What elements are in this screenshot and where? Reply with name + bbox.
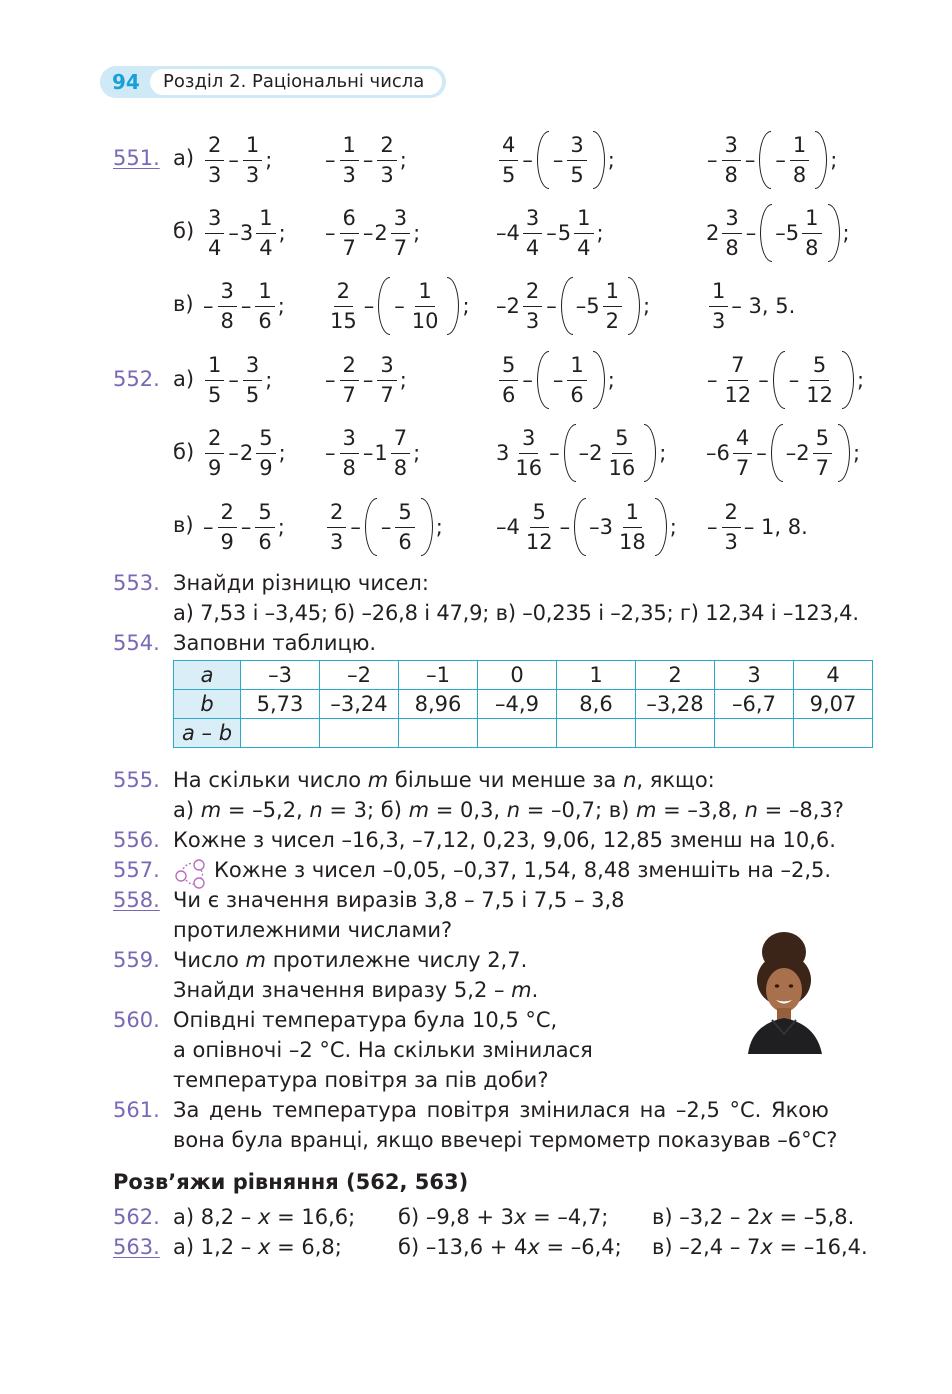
problem-556-number: 556. (113, 828, 160, 852)
expr-551v1: – 3 8 – 1 6 ; (203, 279, 285, 333)
problem-560-line2: а опівночі –2 °С. На скільки змінилася (173, 1038, 593, 1062)
problem-553-text: Знайди різницю чисел: (173, 571, 429, 595)
expr-551b4: 2 3 8 – –5 1 8 ; (706, 198, 850, 268)
expr-551a2: – 1 3 – 2 3 ; (325, 133, 407, 187)
table-cell: 9,07 (794, 690, 873, 719)
label-v: в) (173, 292, 194, 316)
table-cell: –3,24 (320, 690, 399, 719)
expr-552b4: –6 4 7 – –2 5 7 ; (706, 418, 860, 488)
table-cell: –4,9 (478, 690, 557, 719)
section-title: Розв’яжи рівняння (562, 563) (113, 1170, 469, 1194)
empty-cell[interactable] (241, 719, 320, 748)
expr-552v2: 2 3 – – 5 6 ; (324, 492, 443, 562)
table-cell: 2 (636, 661, 715, 690)
expr-551b2: – 6 7 – 2 3 7 ; (325, 206, 421, 260)
empty-cell[interactable] (636, 719, 715, 748)
row-label-a: a (174, 661, 241, 690)
problem-558-number: 558. (113, 888, 160, 912)
table-cell: 4 (794, 661, 873, 690)
page-number: 94 (112, 70, 140, 94)
problem-551-number: 551. (113, 146, 160, 170)
empty-cell[interactable] (399, 719, 478, 748)
problem-555-number: 555. (113, 768, 160, 792)
expr-552v1: – 2 9 – 5 6 ; (203, 500, 285, 554)
label-v: в) (173, 513, 194, 537)
row-label-b: b (174, 690, 241, 719)
expr-551v4: 1 3 – 3, 5. (706, 271, 795, 341)
table-cell: 5,73 (241, 690, 320, 719)
problem-560-line3: температура повітря за пів доби? (173, 1068, 549, 1092)
chapter-title: Розділ 2. Раціональні числа (163, 71, 425, 92)
problem-563-number: 563. (113, 1235, 160, 1259)
problem-559-line1: Число m протилежне числу 2,7. (173, 948, 528, 972)
expr-552a3: 5 6 – – 1 6 ; (496, 345, 615, 415)
values-table (173, 660, 873, 748)
problem-558-line1: Чи є значення виразів 3,8 – 7,5 і 7,5 – 3,8 (173, 888, 625, 912)
problem-555-text: На скільки число m більше чи менше за n, якщо: (173, 768, 715, 792)
problem-562-number: 562. (113, 1205, 160, 1229)
expr-551a4: – 3 8 – – 1 8 ; (706, 125, 837, 195)
expr-552a2: – 2 7 – 3 7 ; (325, 353, 407, 407)
expr-551v3: –2 2 3 – –5 1 2 ; (496, 271, 650, 341)
problem-560-line1: Опівдні температура була 10,5 °С, (173, 1008, 558, 1032)
problem-561-line2: вона була вранці, якщо ввечері термометр показував –6°С? (173, 1128, 838, 1152)
label-a: а) (173, 367, 195, 391)
label-a: а) (173, 146, 195, 170)
problem-553-values: а) 7,53 і –3,45; б) –26,8 і 47,9; в) –0,235 і –2,35; г) 12,34 і –123,4. (173, 601, 859, 625)
problem-554-text: Заповни таблицю. (173, 631, 377, 655)
empty-cell[interactable] (478, 719, 557, 748)
table-cell: –3 (241, 661, 320, 690)
equation-562c: в) –3,2 – 2x = –5,8. (652, 1205, 855, 1229)
row-label-diff: a – b (174, 719, 241, 748)
problem-558-line2: протилежними числами? (173, 918, 453, 942)
problem-561-line1: За день температура повітря змінилася на –2,5 °С. Якою (173, 1098, 829, 1122)
table-row (174, 690, 873, 719)
table-cell: –6,7 (715, 690, 794, 719)
table-cell: 8,96 (399, 690, 478, 719)
expr-552a4: – 7 12 – – 5 12 ; (706, 345, 864, 415)
table-cell: –1 (399, 661, 478, 690)
expr-552v4: – 2 3 – 1, 8. (707, 500, 808, 554)
problem-557-number: 557. (113, 858, 160, 882)
empty-cell[interactable] (320, 719, 399, 748)
expr-552a1: 1 5 – 3 5 ; (202, 345, 272, 415)
equation-563c: в) –2,4 – 7x = –16,4. (652, 1235, 868, 1259)
problem-560-number: 560. (113, 1008, 160, 1032)
problem-559-line2: Знайди значення виразу 5,2 – m. (173, 978, 539, 1002)
equation-562b: б) –9,8 + 3x = –4,7; (398, 1205, 609, 1229)
table-row (174, 661, 873, 690)
table-row (174, 719, 873, 748)
label-b: б) (173, 440, 195, 464)
equation-563a: а) 1,2 – x = 6,8; (173, 1235, 342, 1259)
expr-551a1: 2 3 – 1 3 ; (202, 125, 272, 195)
empty-cell[interactable] (794, 719, 873, 748)
expr-552v3: –4 5 12 – –3 1 18 ; (496, 492, 677, 562)
problem-552-number: 552. (113, 367, 160, 391)
expr-551v2: 2 15 – – 1 10 ; (324, 271, 470, 341)
label-b: б) (173, 219, 195, 243)
table-cell: –3,28 (636, 690, 715, 719)
problem-554-number: 554. (113, 631, 160, 655)
empty-cell[interactable] (715, 719, 794, 748)
table-cell: 1 (557, 661, 636, 690)
equation-563b: б) –13,6 + 4x = –6,4; (398, 1235, 622, 1259)
group-work-icon (173, 858, 207, 890)
expr-552b1: 2 9 – 2 5 9 ; (202, 418, 286, 488)
problem-557-text: Кожне з чисел –0,05, –0,37, 1,54, 8,48 зменшіть на –2,5. (214, 858, 832, 882)
expr-551b1: 3 4 – 3 1 4 ; (202, 198, 286, 268)
expr-551b3: –4 3 4 – 5 1 4 ; (496, 206, 604, 260)
empty-cell[interactable] (557, 719, 636, 748)
girl-photo (742, 930, 826, 1054)
table-cell: 3 (715, 661, 794, 690)
equation-562a: а) 8,2 – x = 16,6; (173, 1205, 356, 1229)
expr-551a3: 4 5 – – 3 5 ; (496, 125, 615, 195)
expr-552b2: – 3 8 – 1 7 8 ; (325, 426, 421, 480)
table-cell: 8,6 (557, 690, 636, 719)
expr-552b3: 3 3 16 – –2 5 16 ; (496, 418, 666, 488)
problem-555-values: а) m = –5,2, n = 3; б) m = 0,3, n = –0,7; в) m = –3,8, n = –8,3? (173, 798, 844, 822)
table-cell: 0 (478, 661, 557, 690)
problem-553-number: 553. (113, 571, 160, 595)
problem-556-text: Кожне з чисел –16,3, –7,12, 0,23, 9,06, 12,85 зменш на 10,6. (173, 828, 836, 852)
table-cell: –2 (320, 661, 399, 690)
problem-561-number: 561. (113, 1098, 160, 1122)
problem-559-number: 559. (113, 948, 160, 972)
